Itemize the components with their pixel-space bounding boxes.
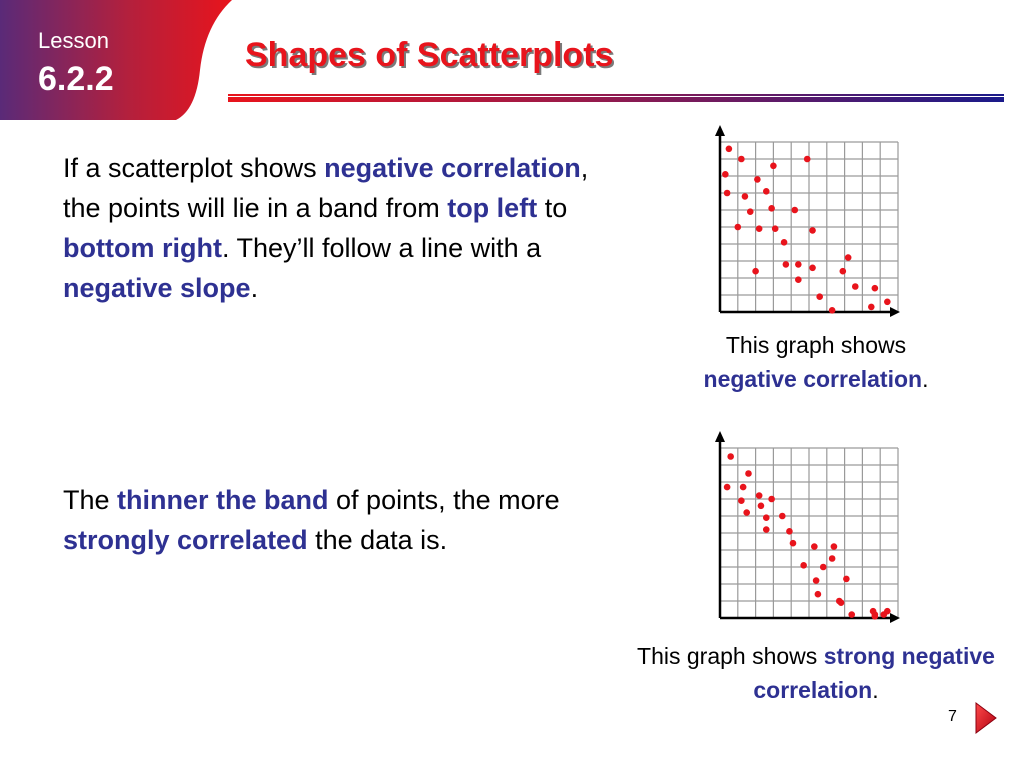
scatterplot-strong-negative-correlation xyxy=(700,428,900,628)
caption2-text: This graph shows xyxy=(637,643,824,669)
data-point xyxy=(743,509,750,516)
title-underline xyxy=(228,94,1004,102)
slide-title: Shapes of Scatterplots xyxy=(245,36,614,74)
data-point xyxy=(809,227,816,234)
data-point xyxy=(815,591,822,598)
data-point xyxy=(745,470,752,477)
y-axis-arrow xyxy=(715,125,725,136)
data-point xyxy=(740,484,747,491)
caption1-text: This graph shows xyxy=(725,332,907,358)
p2-highlight-thinner-band: thinner the band xyxy=(117,485,329,515)
p1-highlight-bottom-right: bottom right xyxy=(63,233,222,263)
data-point xyxy=(772,225,779,232)
data-point xyxy=(868,304,875,311)
slide-number: 7 xyxy=(948,708,957,725)
lesson-label: Lesson xyxy=(38,28,109,53)
p2-text-2: of points, the more xyxy=(328,485,560,515)
data-point xyxy=(800,562,807,569)
lesson-number: 6.2.2 xyxy=(38,60,114,98)
scatterplot-negative-correlation xyxy=(700,122,900,322)
data-point xyxy=(884,299,891,306)
data-point xyxy=(763,188,770,195)
data-point xyxy=(781,239,788,246)
data-point xyxy=(845,254,852,261)
p2-highlight-strongly-correlated: strongly correlated xyxy=(63,525,308,555)
caption2-highlight: strong negative correlation xyxy=(753,643,995,703)
data-point xyxy=(770,163,777,170)
data-point xyxy=(811,543,818,550)
data-point xyxy=(738,497,745,504)
data-point xyxy=(754,176,761,183)
data-point xyxy=(756,492,763,499)
data-point xyxy=(783,261,790,268)
data-point xyxy=(872,613,879,620)
data-point xyxy=(768,205,775,212)
data-point xyxy=(742,193,749,200)
data-point xyxy=(763,526,770,533)
p1-text-1: If a scatterplot shows xyxy=(63,153,325,183)
data-point xyxy=(790,540,797,547)
data-point xyxy=(752,268,759,275)
p1-highlight-top-left: top left xyxy=(447,193,538,223)
data-point xyxy=(791,207,798,214)
data-point xyxy=(838,599,845,606)
data-point xyxy=(840,268,847,275)
p1-text-5: . xyxy=(250,273,259,303)
paragraph-negative-correlation xyxy=(63,148,623,308)
data-point xyxy=(809,265,816,272)
data-point xyxy=(786,528,793,535)
data-point xyxy=(813,577,820,584)
lesson-badge xyxy=(0,0,240,120)
p1-highlight-negative-correlation: negative correlation xyxy=(324,153,581,183)
data-point xyxy=(779,513,786,520)
data-point xyxy=(756,225,763,232)
data-point xyxy=(816,293,823,300)
data-point xyxy=(880,611,887,618)
p2-text-3: the data is. xyxy=(307,525,448,555)
caption1-period: . xyxy=(922,366,929,392)
data-point xyxy=(722,171,729,178)
data-point xyxy=(727,453,734,460)
data-point xyxy=(804,156,811,163)
data-point xyxy=(735,224,742,231)
data-point xyxy=(852,283,859,290)
p1-text-4: . They’ll follow a line with a xyxy=(221,233,542,263)
p1-highlight-negative-slope: negative slope xyxy=(63,273,251,303)
p1-text-2: , the points will lie in a band from xyxy=(63,153,589,223)
data-point xyxy=(848,611,855,618)
data-point xyxy=(724,190,731,197)
data-point xyxy=(724,484,731,491)
p2-text-1: The xyxy=(63,485,118,515)
data-point xyxy=(820,564,827,571)
data-point xyxy=(829,307,836,314)
data-point xyxy=(831,543,838,550)
caption2-period: . xyxy=(872,677,879,703)
caption-graph-2 xyxy=(626,639,1006,707)
data-point xyxy=(738,156,745,163)
y-axis-arrow xyxy=(715,431,725,442)
data-point xyxy=(726,146,733,153)
data-point xyxy=(758,503,765,510)
data-point xyxy=(763,514,770,521)
data-point xyxy=(829,555,836,562)
play-triangle-icon[interactable] xyxy=(974,701,998,735)
data-point xyxy=(747,208,754,215)
data-point xyxy=(872,285,879,292)
data-point xyxy=(768,496,775,503)
caption-graph-1 xyxy=(626,328,1006,396)
caption1-highlight: negative correlation xyxy=(703,366,923,392)
data-point xyxy=(795,261,802,268)
data-point xyxy=(843,576,850,583)
p1-text-3: to xyxy=(537,193,568,223)
data-point xyxy=(795,276,802,283)
paragraph-band-thickness xyxy=(63,480,583,560)
